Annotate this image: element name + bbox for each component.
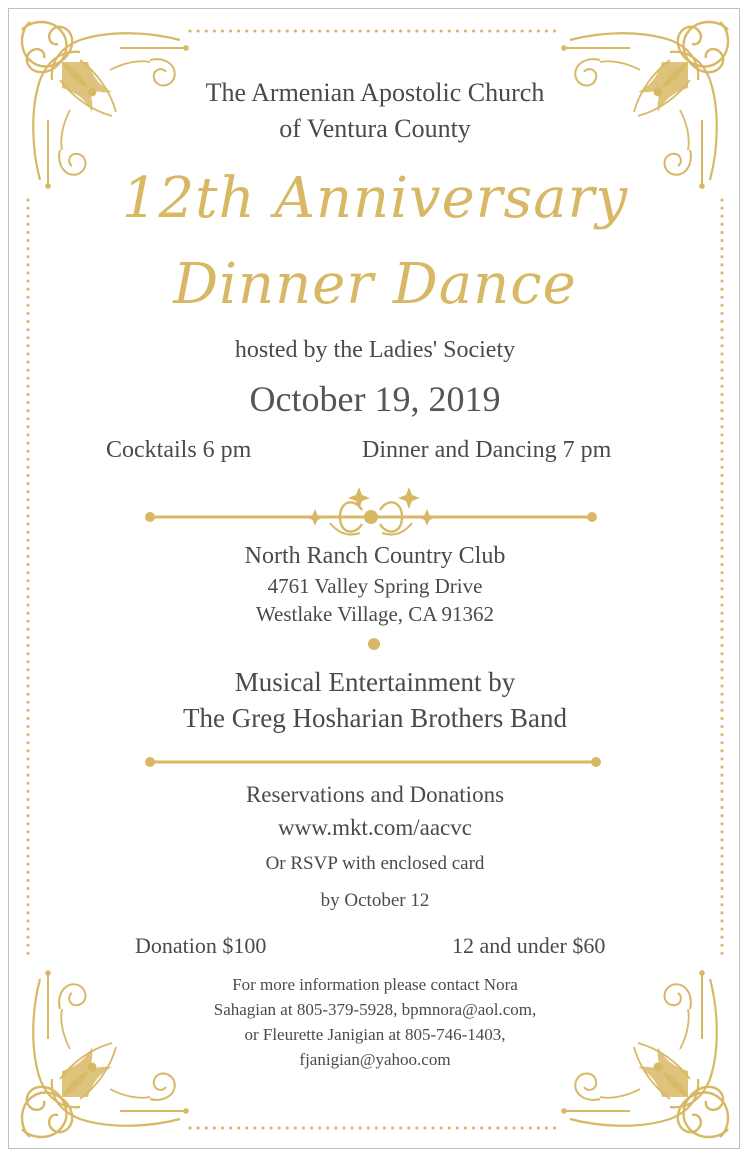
contact-line2: Sahagian at 805-379-5928, bpmnora@aol.com,	[213, 1000, 537, 1019]
venue-street: 4761 Valley Spring Drive	[267, 574, 483, 598]
separator-dot	[368, 638, 380, 650]
simple-divider	[145, 757, 601, 767]
church-name-line1: The Armenian Apostolic Church	[205, 78, 545, 107]
event-date: October 19, 2019	[249, 379, 501, 419]
venue-city: Westlake Village, CA 91362	[255, 602, 495, 626]
cocktails-time: Cocktails 6 pm	[106, 437, 252, 463]
flourish-divider	[145, 487, 597, 535]
entertainment-line2: The Greg Hosharian Brothers Band	[183, 703, 567, 733]
rsvp-card: Or RSVP with enclosed card	[265, 853, 485, 874]
dinner-time: Dinner and Dancing 7 pm	[362, 437, 612, 463]
contact-line1: For more information please contact Nora	[232, 975, 518, 994]
contact-email[interactable]: fjanigian@yahoo.com	[299, 1050, 451, 1069]
rsvp-deadline: by October 12	[320, 890, 430, 911]
reservations-heading: Reservations and Donations	[245, 782, 505, 807]
donation-adult: Donation $100	[135, 933, 267, 958]
contact-line3: or Fleurette Janigian at 805-746-1403,	[244, 1025, 506, 1044]
event-title-line1: 12th Anniversary	[121, 166, 629, 231]
reservations-url[interactable]: www.mkt.com/aacvc	[278, 815, 472, 840]
hosted-by: hosted by the Ladies' Society	[234, 337, 516, 363]
church-name-line2: of Ventura County	[279, 114, 471, 143]
donation-child: 12 and under $60	[452, 933, 606, 958]
venue-name: North Ranch Country Club	[244, 543, 506, 569]
entertainment-line1: Musical Entertainment by	[234, 667, 516, 697]
event-title-line2: Dinner Dance	[173, 252, 577, 317]
